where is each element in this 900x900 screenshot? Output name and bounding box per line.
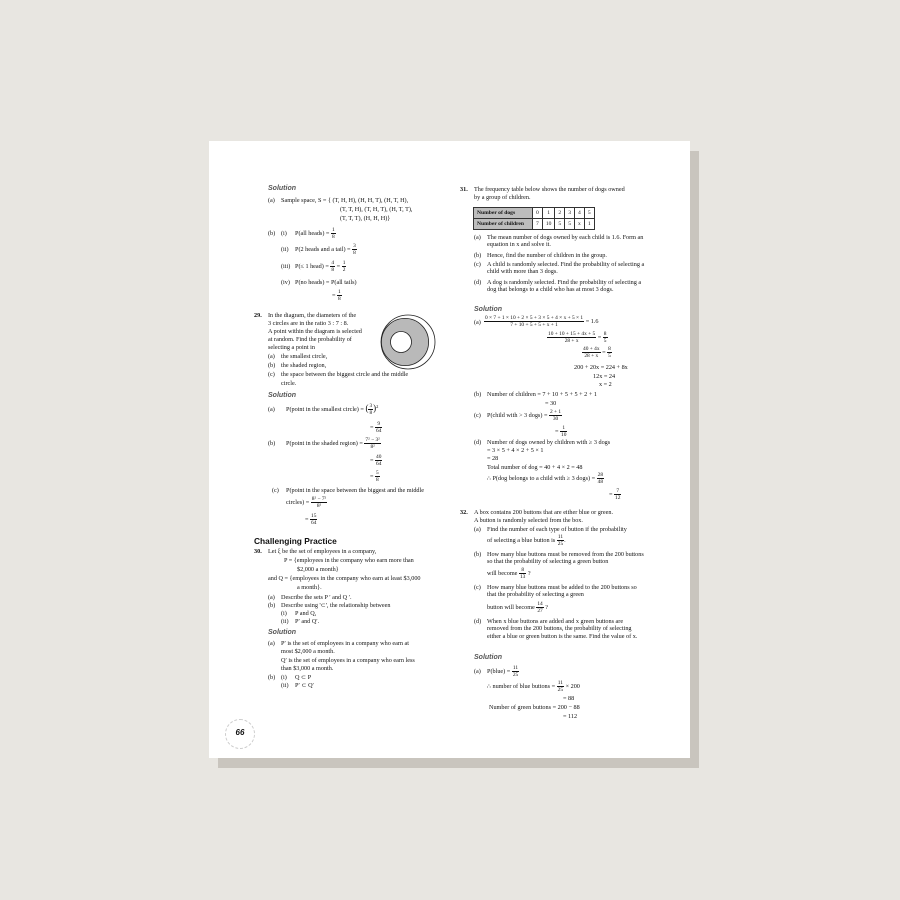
sample-space-line: Sample space, S = { (T, H, H), (H, H, T), (H, T, H), <box>281 197 409 204</box>
label: (b) <box>268 602 276 609</box>
probability-line: P(child with > 3 dogs) = $\frac{2 + 1}{30}$ <box>487 409 562 422</box>
equation-line: 200 + 20x = 224 + 8x <box>574 364 628 371</box>
probability-line: P(no heads) = P(all tails) <box>295 279 357 286</box>
question-text: Describe the sets P ′ and Q ′. <box>281 594 352 601</box>
table-cell: 7 <box>533 219 543 230</box>
solution-text: = 28 <box>487 455 499 462</box>
table-cell: 0 <box>533 208 543 219</box>
solution-text: = 112 <box>563 713 578 720</box>
label: (b) <box>474 252 482 259</box>
label: (c) <box>272 487 279 494</box>
question-number: 29. <box>254 312 262 319</box>
probability-line: ∴ number of blue buttons = $\frac{11}{25}$ × 200 <box>487 680 580 693</box>
probability-line: ∴ P(dog belongs to a child with ≥ 3 dogs) = $\frac{28}{48}$ <box>487 472 604 485</box>
probability-line: = $\frac{5}{8}$ <box>370 470 379 483</box>
sample-space-line: (T, T, T), (H, H, H)} <box>340 215 391 222</box>
label: (ii) <box>281 246 289 253</box>
sample-space-line: (T, T, H), (T, H, T), (H, T, T), <box>340 206 413 213</box>
probability-line: P(≤ 1 head) = $\frac{4}{8}$ = $\frac{1}{2}$ <box>295 260 346 273</box>
section-heading: Challenging Practice <box>254 536 337 546</box>
label: (b) <box>268 230 276 237</box>
label: (b) <box>268 440 276 447</box>
smallest-circle <box>391 332 412 353</box>
equation-line: $\frac{0 \times 7 + 1 \times 10 + 2 \times 5 + 3 \times 5 + 4 \times x + 5 \times 1}{7 + 10 + 5 + 5 + x + 1}$ = 1.6 <box>485 315 599 328</box>
label: (iv) <box>281 279 290 286</box>
solution-text: Number of dogs owned by children with ≥ 3 dogs <box>487 439 611 446</box>
probability-line: = $\frac{1}{8}$ <box>332 289 341 302</box>
question-text: selecting a point in <box>268 344 315 351</box>
question-text: and Q = {employees in the company who earn at least $3,000 <box>268 575 421 582</box>
probability-line: P(point in the space between the biggest and the middle <box>286 487 424 494</box>
textbook-page <box>209 141 690 758</box>
solution-text: Total number of dog = 40 + 4 × 2 = 48 <box>487 464 583 471</box>
solution-text: Number of children = 7 + 10 + 5 + 5 + 2 + 1 <box>487 391 597 398</box>
table-cell: 1 <box>542 208 555 219</box>
label: (b) <box>268 674 276 681</box>
label: (i) <box>281 674 287 681</box>
question-text: the shaded region, <box>281 362 327 369</box>
solution-text: = 88 <box>563 695 575 702</box>
probability-line: P(all heads) = $\frac{1}{8}$ <box>295 227 335 240</box>
probability-line: P(point in the smallest circle) = ( $\frac{3}{8}$ )$^2$ <box>286 403 379 417</box>
probability-line: = $\frac{40}{64}$ <box>370 454 382 467</box>
question-text: Let ξ be the set of employees in a company, <box>268 548 377 555</box>
table-cell: 4 <box>575 208 585 219</box>
label: (a) <box>268 353 275 360</box>
question-text: When x blue buttons are added and x green buttons are removed from the 200 buttons, the probability of selecting either a blue or green button is the same. Find the value of x. <box>487 618 638 640</box>
label: (a) <box>474 668 481 675</box>
table-header: Number of dogs <box>474 208 533 219</box>
question-text: the space between the biggest circle and the middle <box>281 371 409 378</box>
label: (c) <box>474 584 481 591</box>
probability-line: P(2 heads and a tail) = $\frac{3}{8}$ <box>295 243 356 256</box>
label: (d) <box>474 439 482 446</box>
label: (c) <box>268 371 275 378</box>
table-cell: x <box>575 219 585 230</box>
label: (a) <box>268 594 275 601</box>
probability-line: = $\frac{7}{12}$ <box>609 488 621 501</box>
table-row <box>474 219 595 230</box>
label: (b) <box>474 551 482 558</box>
solution-text: Q′ is the set of employees in a company who earn less <box>281 657 415 664</box>
label: (c) <box>474 261 481 268</box>
question-number: 32. <box>460 509 468 516</box>
label: (iii) <box>281 263 291 270</box>
probability-line: = $\frac{1}{10}$ <box>555 425 567 438</box>
label: (d) <box>474 279 482 286</box>
question-number: 30. <box>254 548 262 555</box>
question-text: 3 circles are in the ratio 3 : 7 : 8. <box>268 320 349 327</box>
question-text: Describe using '⊂', the relationship between <box>281 602 391 609</box>
equation-line: $\frac{40 + 4x}{28 + x}$ = $\frac{8}{5}$ <box>583 346 611 359</box>
table-cell: 5 <box>555 219 565 230</box>
question-text: by a group of children. <box>474 194 531 201</box>
frequency-table <box>473 207 595 230</box>
question-text: A child is randomly selected. Find the probability of selecting a child with more than 3 dogs. <box>487 261 645 276</box>
table-cell: 5 <box>565 219 575 230</box>
label: (a) <box>474 234 481 241</box>
circles-diagram <box>378 312 438 372</box>
solution-heading: Solution <box>474 306 502 313</box>
label: (a) <box>474 319 481 326</box>
label: (a) <box>268 640 275 647</box>
question-text: How many blue buttons must be removed from the 200 buttons so that the probability of selecting a green button <box>487 551 644 566</box>
question-text: of selecting a blue button is $\frac{11}{25}$ . <box>487 534 566 547</box>
label: (ii) <box>281 618 289 625</box>
solution-heading: Solution <box>268 185 296 192</box>
solution-heading: Solution <box>474 654 502 661</box>
label: (a) <box>474 526 481 533</box>
probability-line: = $\frac{9}{64}$ <box>370 421 382 434</box>
probability-line: circles) = $\frac{\text{8² − 7²}}{\text{8²}}$ <box>286 496 327 509</box>
page-number-badge <box>225 719 255 749</box>
equation-line: 12x = 24 <box>593 373 616 380</box>
table-header: Number of children <box>474 219 533 230</box>
label: (c) <box>474 412 481 419</box>
question-text: Find the number of each type of button if the probability <box>487 526 627 533</box>
solution-heading: Solution <box>268 392 296 399</box>
question-text: The mean number of dogs owned by each child is 1.6. Form an equation in x and solve it. <box>487 234 644 249</box>
question-text: P = {employees in the company who earn more than <box>284 557 414 564</box>
equation-line: x = 2 <box>599 381 612 388</box>
label: (i) <box>281 230 287 237</box>
equation-line: $\frac{10 + 10 + 15 + 4x + 5}{28 + x}$ = $\frac{8}{5}$ <box>548 331 607 344</box>
question-text: P′ and Q′. <box>295 618 320 625</box>
table-cell: 10 <box>542 219 555 230</box>
question-text: A button is randomly selected from the box. <box>474 517 583 524</box>
question-text: A dog is randomly selected. Find the probability of selecting a dog that belongs to a child who has at most 3 dogs. <box>487 279 642 294</box>
page-number: 66 <box>235 728 245 737</box>
question-text: In the diagram, the diameters of the <box>268 312 357 319</box>
solution-heading: Solution <box>268 629 296 636</box>
solution-text: than $3,000 a month. <box>281 665 334 672</box>
table-cell: 5 <box>584 208 594 219</box>
solution-text: most $2,000 a month. <box>281 648 335 655</box>
label: (b) <box>474 391 482 398</box>
table-cell: 2 <box>555 208 565 219</box>
probability-line: P(blue) = $\frac{11}{25}$ <box>487 665 519 678</box>
label: (a) <box>268 197 275 204</box>
table-row <box>474 208 595 219</box>
table-cell: 3 <box>565 208 575 219</box>
label: (b) <box>268 362 276 369</box>
solution-text: Q ⊂ P <box>295 674 312 681</box>
question-text: P and Q, <box>295 610 317 617</box>
label: (a) <box>268 406 275 413</box>
label: (d) <box>474 618 482 625</box>
solution-text: P′ is the set of employees in a company who earn at <box>281 640 409 647</box>
question-text: at random. Find the probability of <box>268 336 352 343</box>
solution-text: P′ ⊂ Q′ <box>295 682 314 689</box>
question-text: button will become $\frac{14}{27}$ ? <box>487 601 549 614</box>
question-number: 31. <box>460 186 468 193</box>
question-text: the smallest circle, <box>281 353 328 360</box>
question-text: Hence, find the number of children in the group. <box>487 252 607 259</box>
probability-line: P(point in the shaded region) = $\frac{\text{7² − 3²}}{\text{8²}}$ <box>286 437 380 450</box>
solution-text: = 30 <box>545 400 557 407</box>
solution-text: = 3 × 5 + 4 × 2 + 5 × 1 <box>487 447 544 454</box>
question-text: a month}. <box>297 584 322 591</box>
question-text: will become $\frac{8}{13}$ ? <box>487 567 531 580</box>
label: (i) <box>281 610 287 617</box>
question-text: How many blue buttons must be added to the 200 buttons so that the probability of selecting a green <box>487 584 637 599</box>
question-text: $2,000 a month} <box>297 566 339 573</box>
question-text: circle. <box>281 380 297 387</box>
fraction: $\frac{1}{8}$ <box>331 227 335 240</box>
question-text: A box contains 200 buttons that are either blue or green. <box>474 509 614 516</box>
label: (ii) <box>281 682 289 689</box>
table-cell: 1 <box>584 219 594 230</box>
probability-line: = $\frac{15}{64}$ <box>305 513 317 526</box>
solution-text: Number of green buttons = 200 − 88 <box>489 704 580 711</box>
question-text: A point within the diagram is selected <box>268 328 362 335</box>
question-text: The frequency table below shows the number of dogs owned <box>474 186 625 193</box>
